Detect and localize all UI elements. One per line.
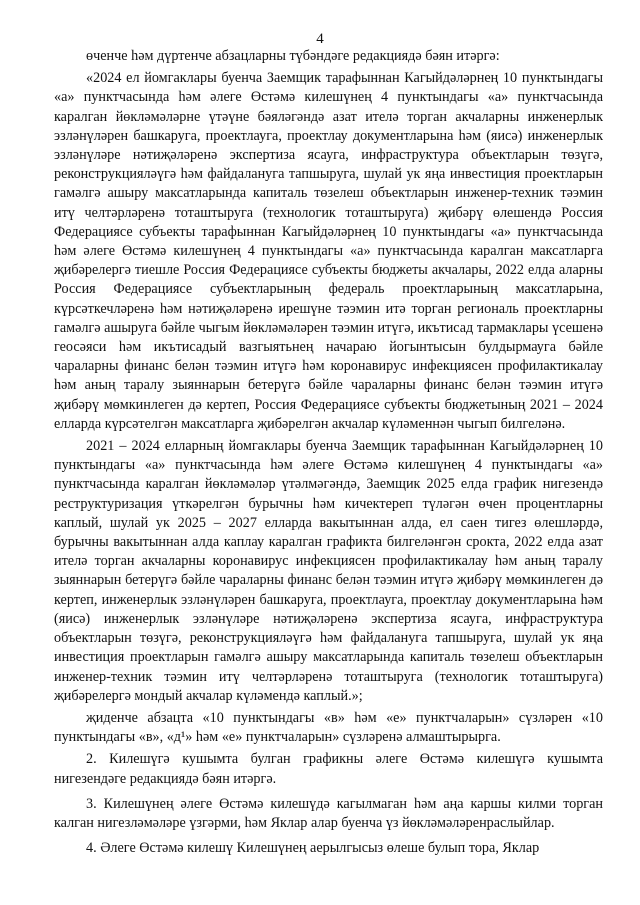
- paragraph-item-3: 3. Килешүнең әлеге Өстәмә килешүдә кагылмаган һәм аңа каршы килми торган калган нигезләмәләре үзгәрми, һәм Яклар алар буенча үз йөкләмәләренраслыйлар.: [54, 795, 603, 831]
- document-body: [54, 47, 603, 864]
- paragraph-item-2: 2. Килешүгә кушымта булган графикны әлеге Өстәмә килешүгә кушымта нигезендәге редакциядә бәян итәргә.: [54, 751, 603, 787]
- seventh-abzac-text: җиденче абзацта «10 пунктындагы «в» һәм «е» пунктчаларын» сүзләрен «10 пунктындагы «в», «д¹» һәм «е» пунктчаларын» сүзләренә алмаштырырга.: [54, 709, 603, 746]
- paragraph-seventh-abzac: [54, 709, 603, 747]
- paragraph-intro: өченче һәм дүртенче абзацларны түбәндәге редакциядә бәян итәргә:: [86, 48, 500, 64]
- paragraph-item-4: 4. Әлеге Өстәмә килешү Килешүнең аерылгысыз өлеше булып тора, Яклар: [86, 840, 540, 857]
- page-number: 4: [316, 31, 324, 47]
- paragraph-2024-results: «2024 ел йомгаклары буенча Заемщик тарафыннан Кагыйдәләрнең 10 пунктындагы «а» пунктчасында һәм әлеге Өстәмә килешүнең 4 пунктындагы «а» пунктчасында каралган йөкләмәләрне үтәүне бәяләгәндә азат ителә торган акчаларны инженерлык эзләнүләрен башкаруга, проектлауга, проектлау документларына һәм (яисә) инженерлык эзләнүләре нәтиҗәләренә экспертиза ясауга, инфраструктура объектларын төзүгә, реконструкцияләүгә һәм файдалануга тапшыруга, шулай ук яңа инвестиция проектларын гамәлгә ашыру максатларында капиталь төзелеш объектларын инженер-техник тәэмин итү челтәрләренә тоташтыруга (технологик тоташтыруга) җибәрү өлешендә Россия Федерациясе субъекты тарафыннан Кагыйдәләрнең 10 пунктындагы «а» пунктчасында һәм әлеге Өстәмә килешүнең 4 пунктындагы «а» пунктчасында каралган максатларга җибәрелергә тиешле Россия Федерациясе субъекты бюджеты акчалары, 2022 елда аларны Россия Федерациясе субъектларының федераль проектларының максатларына, күрсәткечләренә һәм нәтиҗәләренә ирешүне тәэмин итә торган региональ проектларны гамәлгә ашыруга бәйле чыгым йөкләмәләрен тәэмин итүгә, икътисад тармаклары үсешенә геосәяси һәм икътисадый вазгыятьнең начараю йогынтысын булдырмауга бәйле чараларны финанс белән тәэмин итүгә һәм коронавирус инфекциясен профилактикалау һәм аның таралу зыяннарын бетерүгә бәйле чараларны финанс белән тәэмин итүгә җибәрү мөмкинлеген дә кертеп, Россия Федерациясе субъекты бюджетының 2021 – 2024 елларда күрсәтелгән максатларга җибәрелгән акчалар күләменнән чыгып билгеләнә.: [54, 70, 603, 432]
- paragraph-2021-2024-results: 2021 – 2024 елларның йомгаклары буенча Заемщик тарафыннан Кагыйдәләрнең 10 пунктындагы «а» пунктчасында һәм әлеге Өстәмә килешүнең 4 пунктындагы «а» пунктчасында каралган йөкләмәләр үтәлмәгәндә, Заемщик 2025 елда график нигезендә реструктуризация үткәрелгән бурычны һәм кичектереп түләгән өчен процентларны каплый, шулай ук 2025 – 2027 елларда вакытыннан алда, ел саен тигез өлешләрдә, бурычны вакытыннан алда каплау каралган графикта билгеләнгән срокта, 2022 елда азат ителә торган акчаларны коронавирус инфекциясен профилактикалау һәм аның таралу зыяннарын бетерүгә бәйле чараларны финанс белән тәэмин итүгә җибәрү мөмкинлеген дә кертеп, инженерлык эзләнүләрен башкаруга, проектлауга, проектлау документларына һәм (яисә) инженерлык эзләнүләре нәтиҗәләренә экспертиза ясауга, инфраструктура объектларын төзүгә, реконструкцияләүгә һәм файдалануга тапшыруга, шулай ук яңа инвестиция проектларын гамәлгә ашыру максатларында капиталь төзелеш объектларын инженер-техник тәэмин итү челтәрләренә тоташтыруга (технологик тоташтыруга) җибәрелергә мондый акчалар күләмендә каплый.»;: [54, 438, 603, 704]
